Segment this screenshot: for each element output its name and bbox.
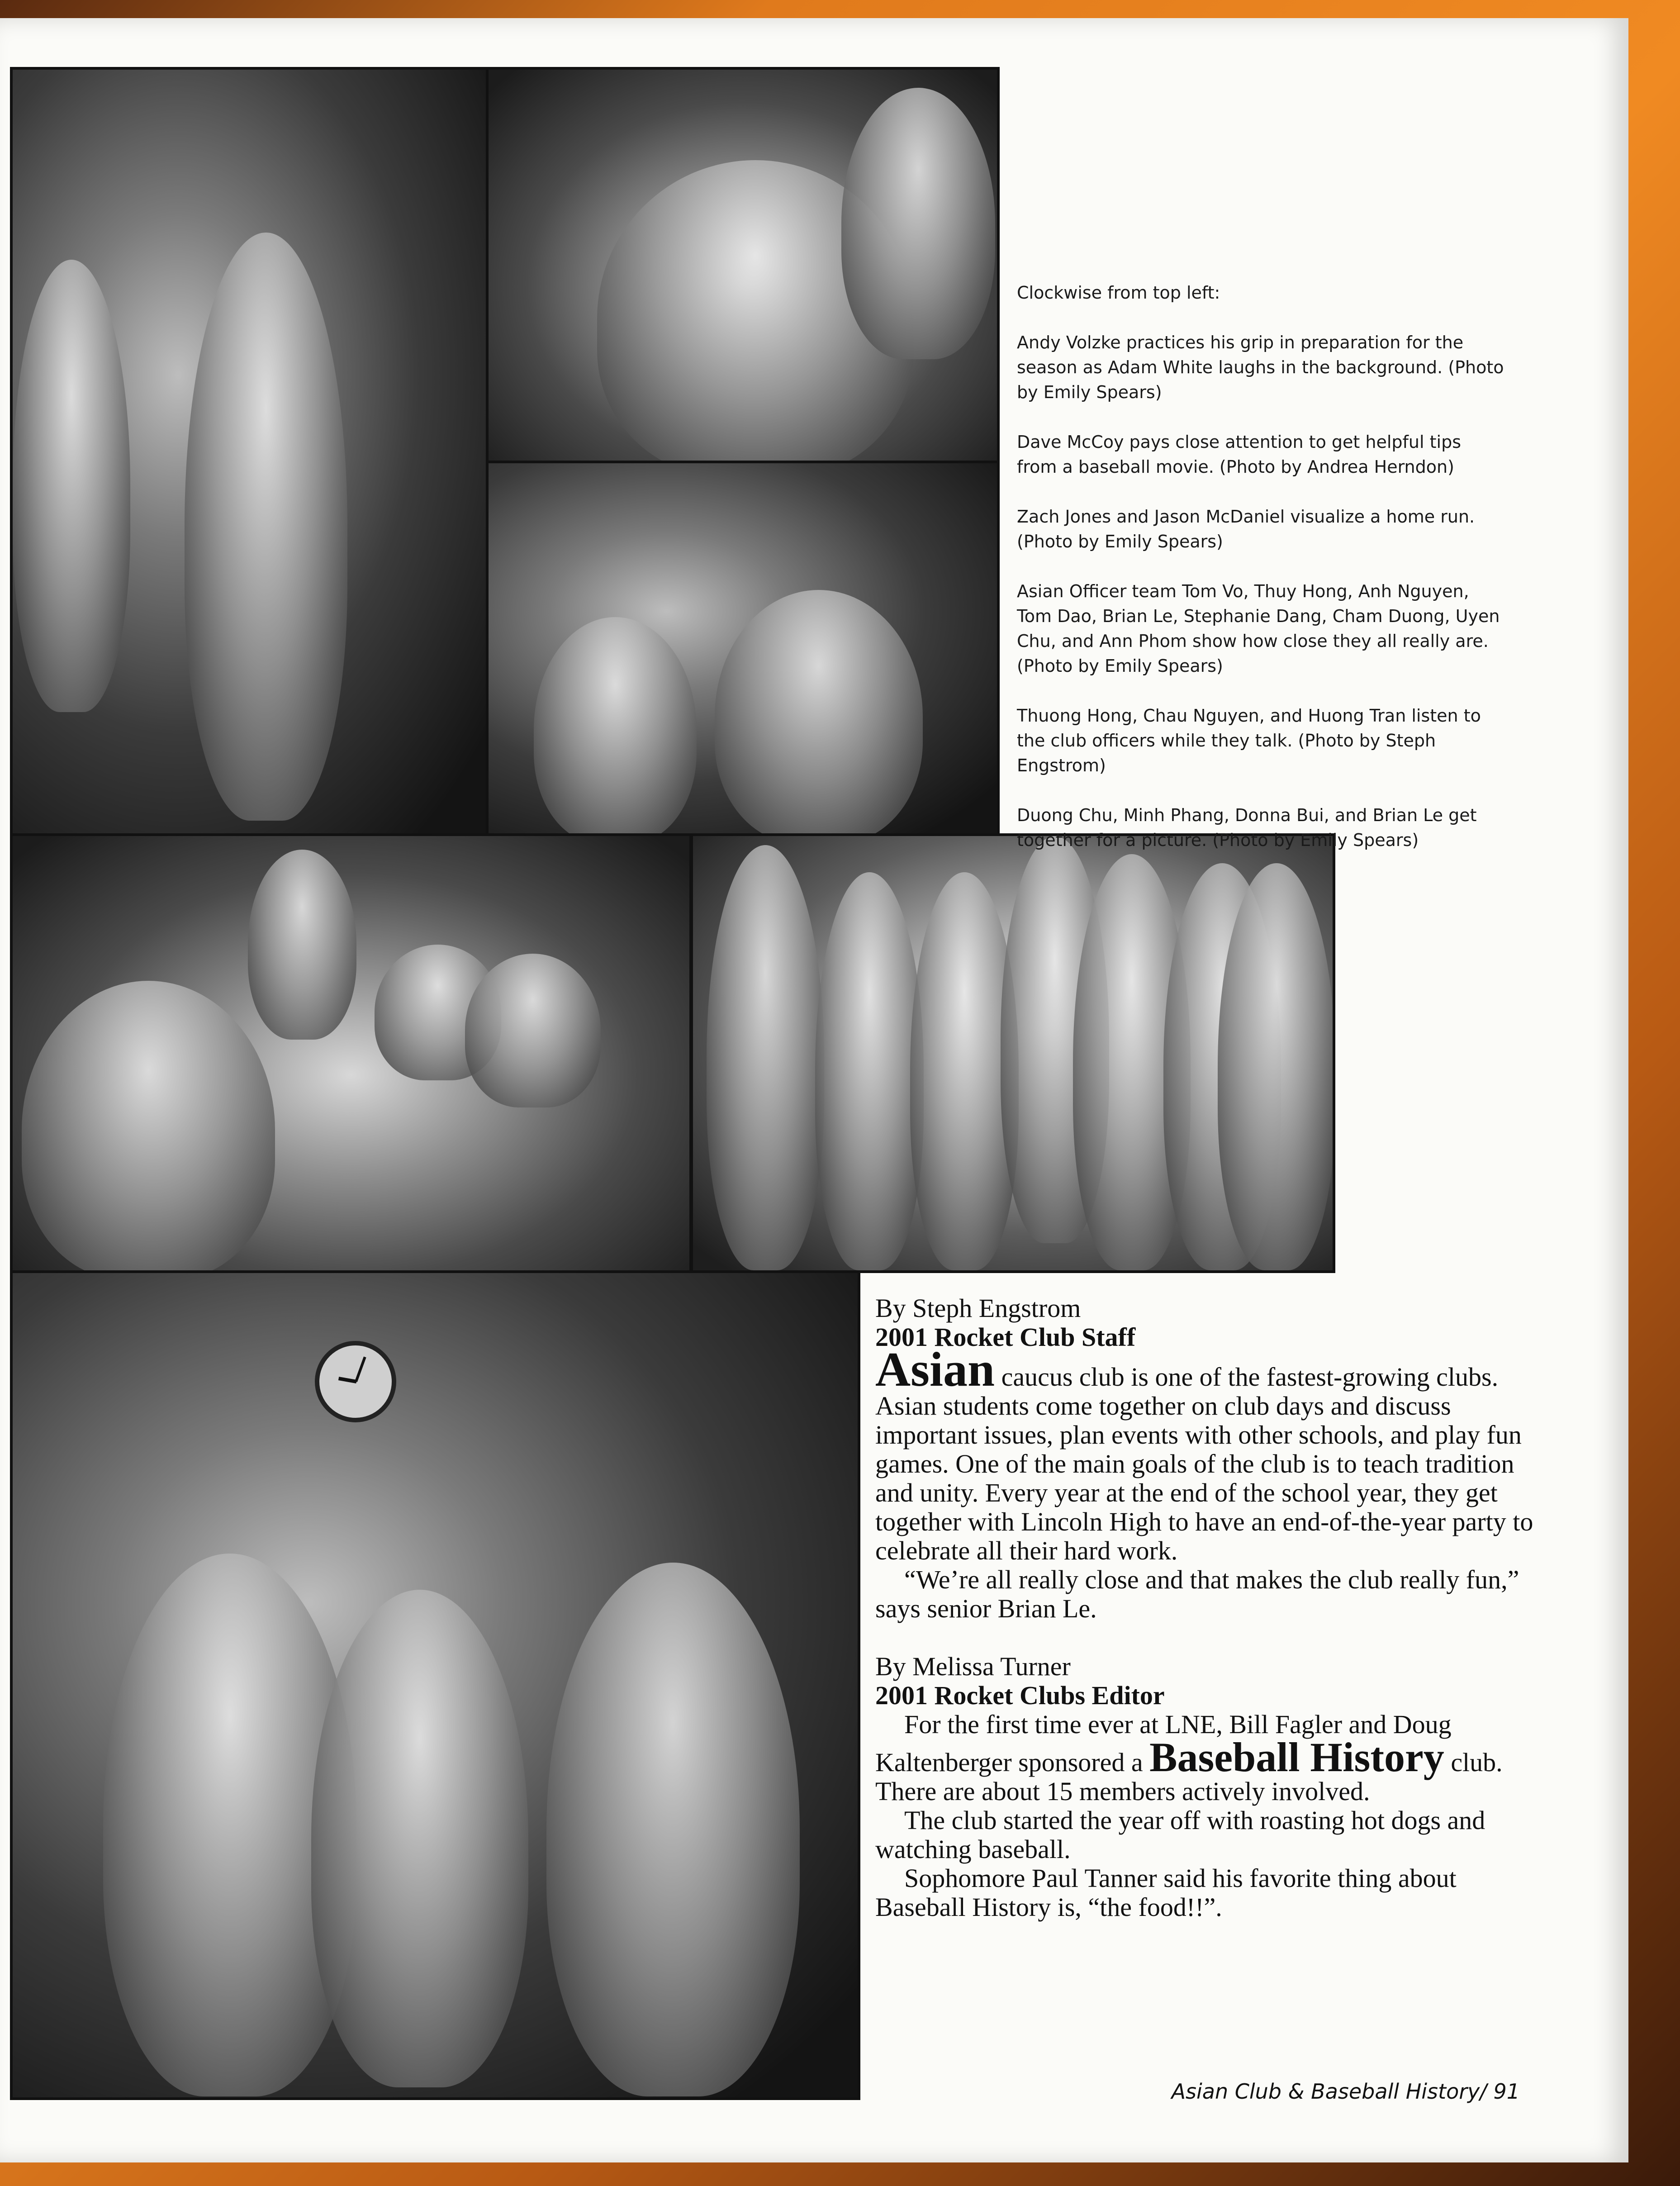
- photo-figure: [185, 233, 347, 821]
- photo-captions: [1017, 280, 1505, 878]
- asian-byline: By Steph Engstrom: [875, 1293, 1081, 1323]
- photo-figure: [707, 845, 824, 1270]
- caption-item: Dave McCoy pays close attention to get helpful tips from a baseball movie. (Photo by Andrea Herndon): [1017, 432, 1461, 477]
- baseball-staff: 2001 Rocket Clubs Editor: [875, 1681, 1165, 1710]
- photo-figure: [311, 1590, 528, 2087]
- caption-item: Duong Chu, Minh Phang, Donna Bui, and Brian Le get together for a picture. (Photo by Emily Spears): [1017, 805, 1477, 850]
- baseball-paragraph-2: The club started the year off with roasting hot dogs and watching baseball.: [875, 1806, 1485, 1864]
- baseball-byline: By Melissa Turner: [875, 1652, 1071, 1681]
- photo-figure: [22, 981, 275, 1273]
- baseball-intro: For the first time ever at LNE, Bill Fagler and Doug Kaltenberger sponsored a: [875, 1710, 1452, 1777]
- photo-figure: [841, 88, 995, 359]
- baseball-paragraph-3: Sophomore Paul Tanner said his favorite thing about Baseball History is, “the food!!”.: [875, 1863, 1457, 1922]
- photo-home-run: [486, 461, 1000, 836]
- photo-figure: [534, 617, 697, 836]
- asian-drop-word: Asian: [875, 1343, 995, 1397]
- caption-item: Zach Jones and Jason McDaniel visualize a home run. (Photo by Emily Spears): [1017, 507, 1475, 551]
- photo-officer-team: [10, 833, 692, 1273]
- photo-figure: [465, 954, 601, 1107]
- photo-baseball-movie: [486, 67, 1000, 463]
- story-column: [875, 1294, 1536, 1922]
- captions-lead: Clockwise from top left:: [1017, 283, 1220, 303]
- clock-hand-icon: [355, 1356, 366, 1382]
- photo-figure: [815, 872, 924, 1270]
- clock-icon: [315, 1341, 396, 1422]
- baseball-big-words: Baseball History: [1149, 1734, 1444, 1780]
- baseball-after-big: club. There are about 15 members actively involved.: [875, 1748, 1503, 1806]
- asian-paragraph-1-text: caucus club is one of the fastest-growing clubs. Asian students come together on club days and discuss important issues, plan events with other schools, and play fun games. One of the main goals of the club is to teach tradition and unity. Every year at the end of the school year, they get together with Lincoln High to have an end-of-the-year party to celebrate all their hard work.: [875, 1362, 1533, 1565]
- photo-grip-practice: [10, 67, 489, 836]
- photo-club-officers-talk: [10, 1270, 860, 2100]
- caption-item: Thuong Hong, Chau Nguyen, and Huong Tran listen to the club officers while they talk. (Photo by Steph Engstrom): [1017, 706, 1481, 775]
- photo-figure: [13, 260, 130, 712]
- caption-item: Asian Officer team Tom Vo, Thuy Hong, Anh Nguyen, Tom Dao, Brian Le, Stephanie Dang, Cham Duong, Uyen Chu, and Ann Phom show how close they all really are. (Photo by Emily Spears): [1017, 581, 1500, 676]
- caption-item: Andy Volzke practices his grip in preparation for the season as Adam White laughs in the background. (Photo by Emily Spears): [1017, 333, 1504, 402]
- asian-staff: 2001 Rocket Club Staff: [875, 1322, 1136, 1352]
- photo-figure: [546, 1563, 800, 2096]
- yearbook-page: [0, 18, 1628, 2162]
- asian-paragraph-2: “We’re all really close and that makes the club really fun,” says senior Brian Le.: [875, 1565, 1519, 1623]
- clock-hand-icon: [338, 1377, 357, 1383]
- page-folio: Asian Club & Baseball History/ 91: [1171, 2079, 1520, 2104]
- photo-figure: [1218, 863, 1335, 1270]
- photo-group-standing: [690, 833, 1335, 1273]
- photo-figure: [248, 850, 356, 1040]
- photo-figure: [715, 590, 923, 836]
- asian-paragraph-1: [875, 1343, 1536, 1565]
- story-gap: [875, 1623, 1536, 1652]
- baseball-paragraph-1: [875, 1710, 1536, 1806]
